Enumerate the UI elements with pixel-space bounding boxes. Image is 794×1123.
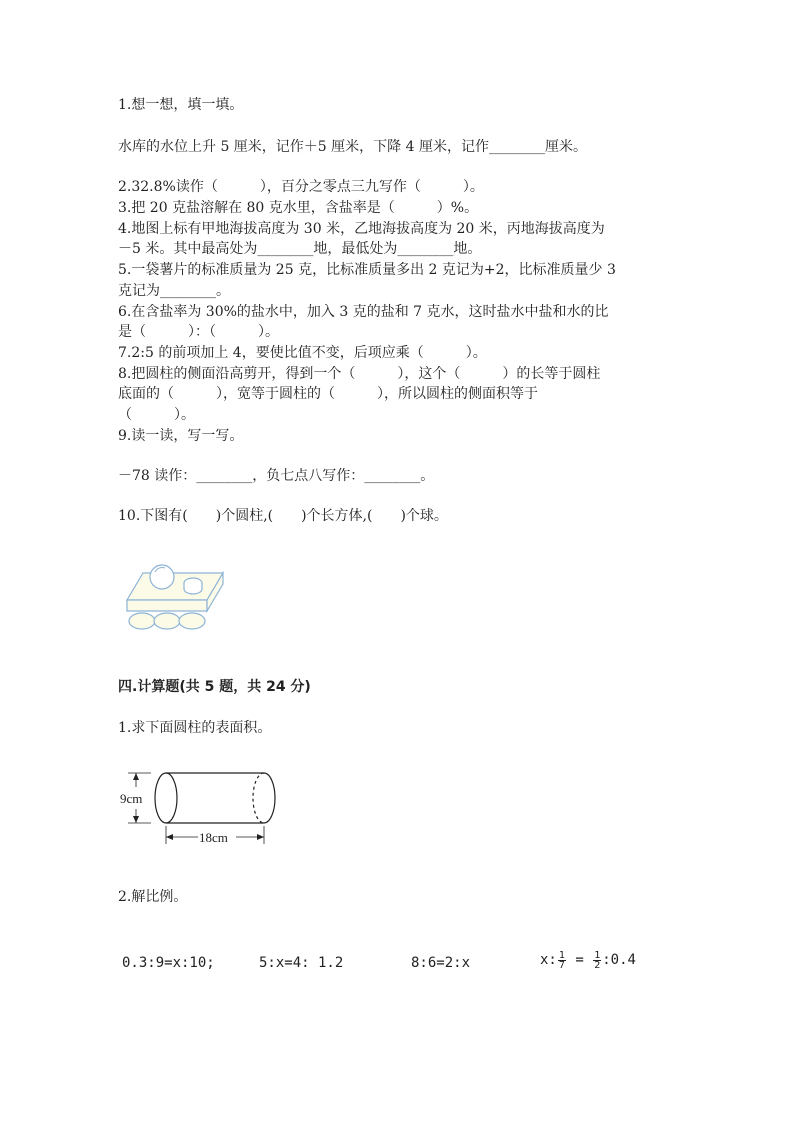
problem-5-line-1: 5.一袋薯片的标准质量为 25 克，比标准质量多出 2 克记为+2，比标准质量少 3 <box>118 262 616 278</box>
calc-2-heading: 2.解比例。 <box>118 889 188 905</box>
problem-7-text: 7.2:5 的前项加上 4，要使比值不变，后项应乘（ ）。 <box>118 345 487 361</box>
bottom-cylinder-middle <box>154 613 180 629</box>
shapes-illustration <box>125 560 227 632</box>
sphere <box>150 565 174 589</box>
problem-6-line-2: 是（ ）：（ ）。 <box>118 324 279 340</box>
problem-2-text: 2.32.8%读作（ ），百分之零点三九写作（ ）。 <box>118 179 484 195</box>
length-label: 18cm <box>199 830 228 845</box>
problem-3-text: 3.把 20 克盐溶解在 80 克水里，含盐率是（ ）%。 <box>118 200 479 216</box>
problem-8-line-3: （ ）。 <box>118 407 195 423</box>
problem-5-line-2: 克记为________。 <box>118 283 230 299</box>
box-front-face <box>127 600 207 611</box>
problem-10-text: 10.下图有( )个圆柱,( )个长方体,( )个球。 <box>118 508 448 524</box>
problem-9-text: －78 读作：________，负七点八写作：________。 <box>118 468 435 484</box>
height-label: 9cm <box>120 791 143 806</box>
equation-1: 0.3:9=x:10; <box>122 955 215 971</box>
equation-3: 8:6=2:x <box>411 955 471 971</box>
equation-4: x: $\frac{1}{7}$ = $\frac{1}{2}$ :0.4 <box>540 949 636 971</box>
problem-1-text: 水库的水位上升 5 厘米，记作＋5 厘米，下降 4 厘米，记作________厘米。 <box>118 139 587 155</box>
equation-2: 5:x=4: 1.2 <box>259 955 344 971</box>
box-top-face <box>127 573 223 600</box>
problem-6-line-1: 6.在含盐率为 30%的盐水中，加入 3 克的盐和 7 克水，这时盐水中盐和水的比 <box>118 304 609 320</box>
bottom-cylinder-left <box>129 613 155 629</box>
problem-9-heading: 9.读一读，写一写。 <box>118 428 244 444</box>
bottom-cylinder-right <box>179 613 205 629</box>
section-title: 四.计算题(共 5 题，共 24 分) <box>118 679 311 695</box>
problem-1-heading: 1.想一想，填一填。 <box>118 97 244 113</box>
fraction-one-seventh: $\frac{1}{7}$ <box>558 949 565 971</box>
problem-4-line-2: －5 米。其中最高处为________地，最低处为________地。 <box>118 241 482 257</box>
problem-8-line-2: 底面的（ ），宽等于圆柱的（ ），所以圆柱的侧面积等于 <box>118 386 538 402</box>
problem-4-line-1: 4.地图上标有甲地海拔高度为 30 米，乙地海拔高度为 20 米，丙地海拔高度为 <box>118 221 605 237</box>
problem-8-line-1: 8.把圆柱的侧面沿高剪开，得到一个（ ），这个（ ）的长等于圆柱 <box>118 366 601 382</box>
calc-1-heading: 1.求下面圆柱的表面积。 <box>118 720 272 736</box>
cylinder-diagram <box>115 762 285 848</box>
fraction-one-half: $\frac{1}{2}$ <box>594 949 601 971</box>
